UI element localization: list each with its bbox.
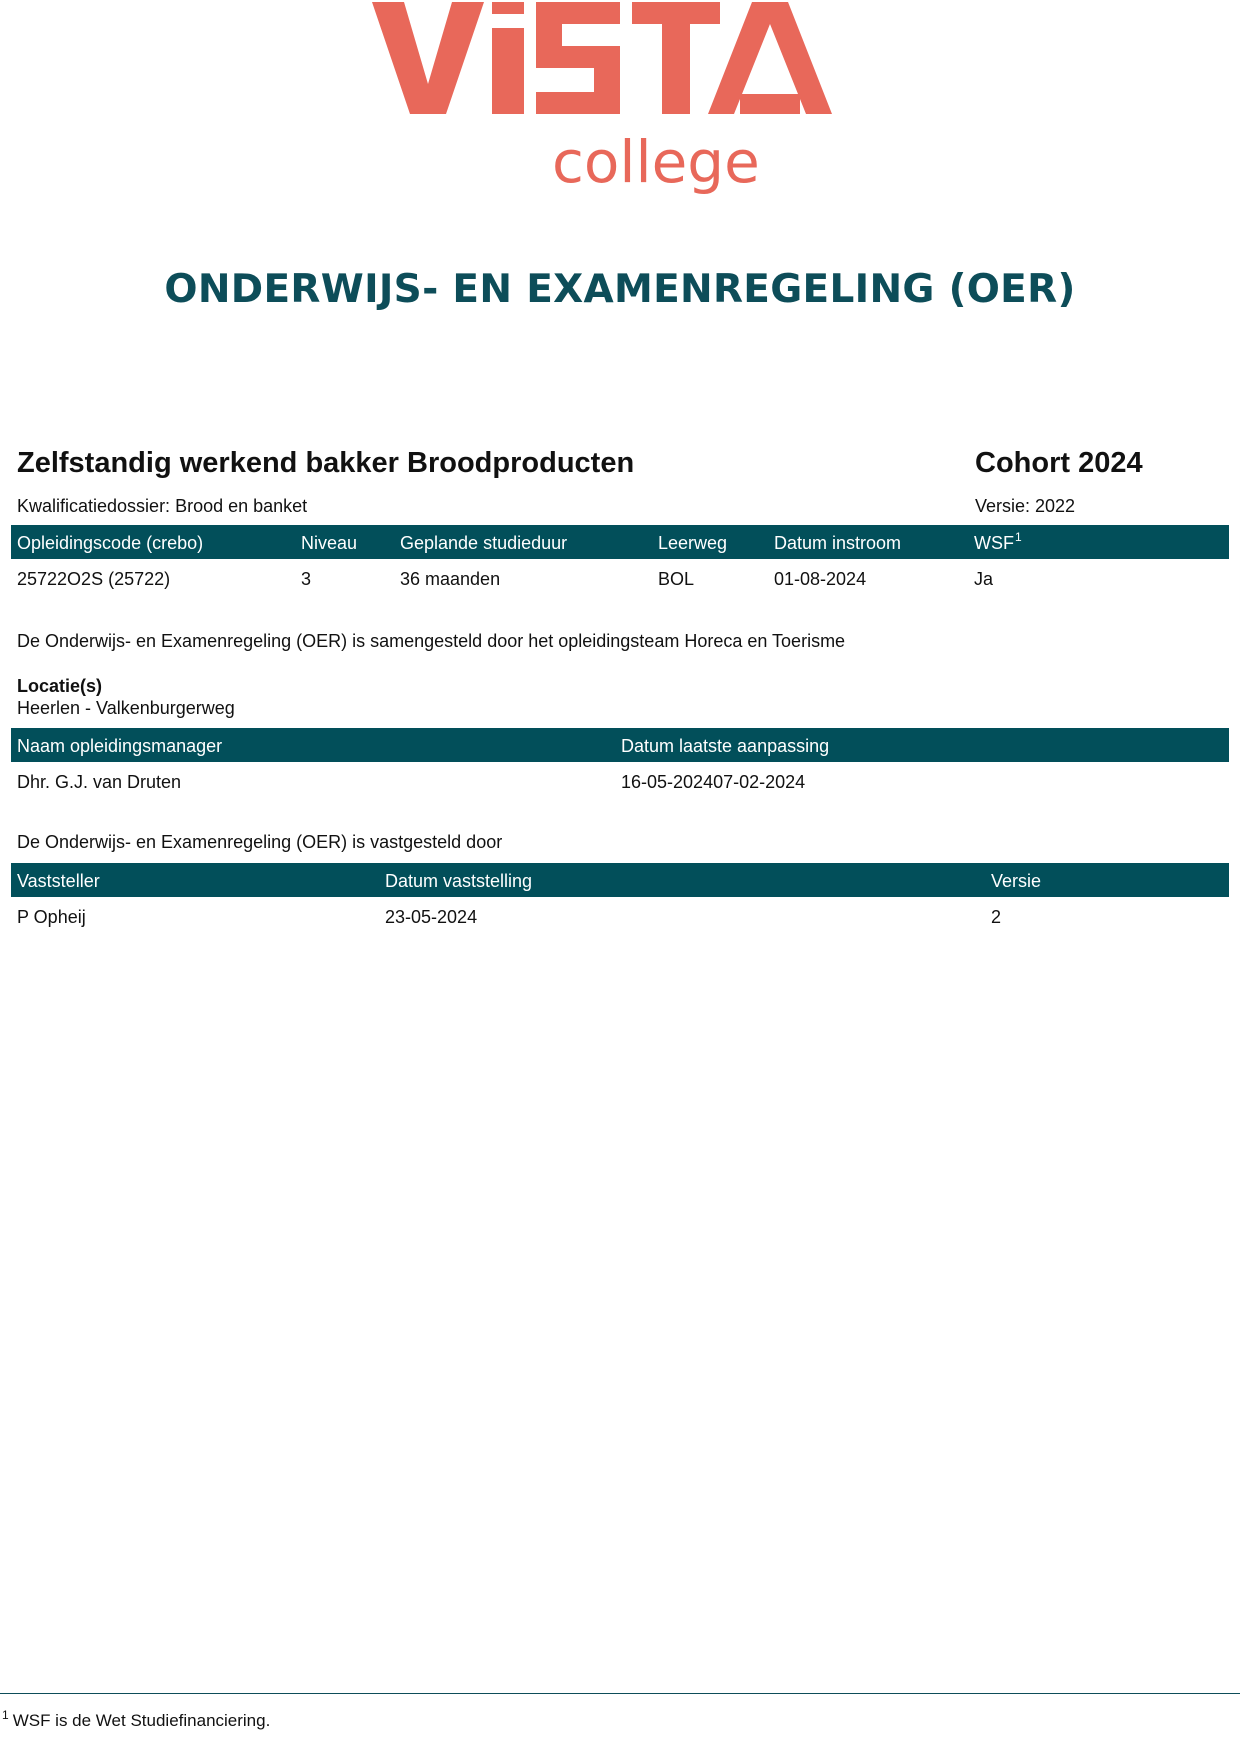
approval-table	[11, 863, 1229, 935]
cohort-label: Cohort 2024	[975, 447, 1143, 479]
header-studieduur: Geplande studieduur	[400, 533, 568, 553]
table-row	[11, 897, 1229, 935]
dossier-version: Versie: 2022	[975, 496, 1076, 516]
cell-instroom: 01-08-2024	[774, 569, 867, 589]
cell-niveau: 3	[301, 569, 312, 589]
program-table	[11, 525, 1229, 597]
header-wsf	[974, 530, 1022, 554]
header-approver: Vaststeller	[17, 871, 100, 891]
table-row	[11, 559, 1229, 597]
vista-college-logo	[0, 0, 1240, 220]
footnote-mark: 1	[2, 1708, 9, 1722]
header-niveau: Niveau	[301, 533, 358, 553]
table-header	[11, 863, 1229, 897]
kwalificatiedossier: Kwalificatiedossier: Brood en banket	[17, 496, 308, 516]
cell-last-modified: 16-05-202407-02-2024	[621, 772, 806, 792]
header-code: Opleidingscode (crebo)	[17, 533, 204, 553]
table-header	[11, 525, 1229, 559]
document-title: ONDERWIJS- EN EXAMENREGELING (OER)	[164, 267, 1076, 312]
cell-studieduur: 36 maanden	[400, 569, 501, 589]
header-manager: Naam opleidingsmanager	[17, 736, 223, 756]
locations-label: Locatie(s)	[17, 676, 103, 696]
program-name: Zelfstandig werkend bakker Broodproducten	[17, 447, 635, 479]
header-wsf-label: WSF	[974, 533, 1014, 553]
composed-by-text: De Onderwijs- en Examenregeling (OER) is samengesteld door het opleidingsteam Horeca en Toerisme	[17, 631, 846, 651]
manager-table	[11, 728, 1229, 800]
header-instroom: Datum instroom	[774, 533, 902, 553]
cell-approver: P Opheij	[17, 907, 86, 927]
header-version: Versie	[991, 871, 1042, 891]
footnote-ref: 1	[1015, 530, 1022, 544]
header-leerweg: Leerweg	[658, 533, 728, 553]
cell-manager: Dhr. G.J. van Druten	[17, 772, 182, 792]
locations-value: Heerlen - Valkenburgerweg	[17, 698, 235, 718]
logo-mark	[360, 0, 880, 210]
footnote-divider	[0, 1693, 1240, 1694]
table-row	[11, 762, 1229, 800]
footnote	[2, 1708, 271, 1731]
established-by-text: De Onderwijs- en Examenregeling (OER) is vastgesteld door	[17, 832, 503, 852]
header-approval-date: Datum vaststelling	[385, 871, 533, 891]
cell-approval-date: 23-05-2024	[385, 907, 478, 927]
table-header	[11, 728, 1229, 762]
svg-text:college: college	[552, 128, 760, 196]
footnote-text: WSF is de Wet Studiefinanciering.	[12, 1711, 271, 1730]
header-last-modified: Datum laatste aanpassing	[621, 736, 830, 756]
cell-version: 2	[991, 907, 1002, 927]
cell-wsf: Ja	[974, 569, 994, 589]
cell-code: 25722O2S (25722)	[17, 569, 171, 589]
cell-leerweg: BOL	[658, 569, 695, 589]
